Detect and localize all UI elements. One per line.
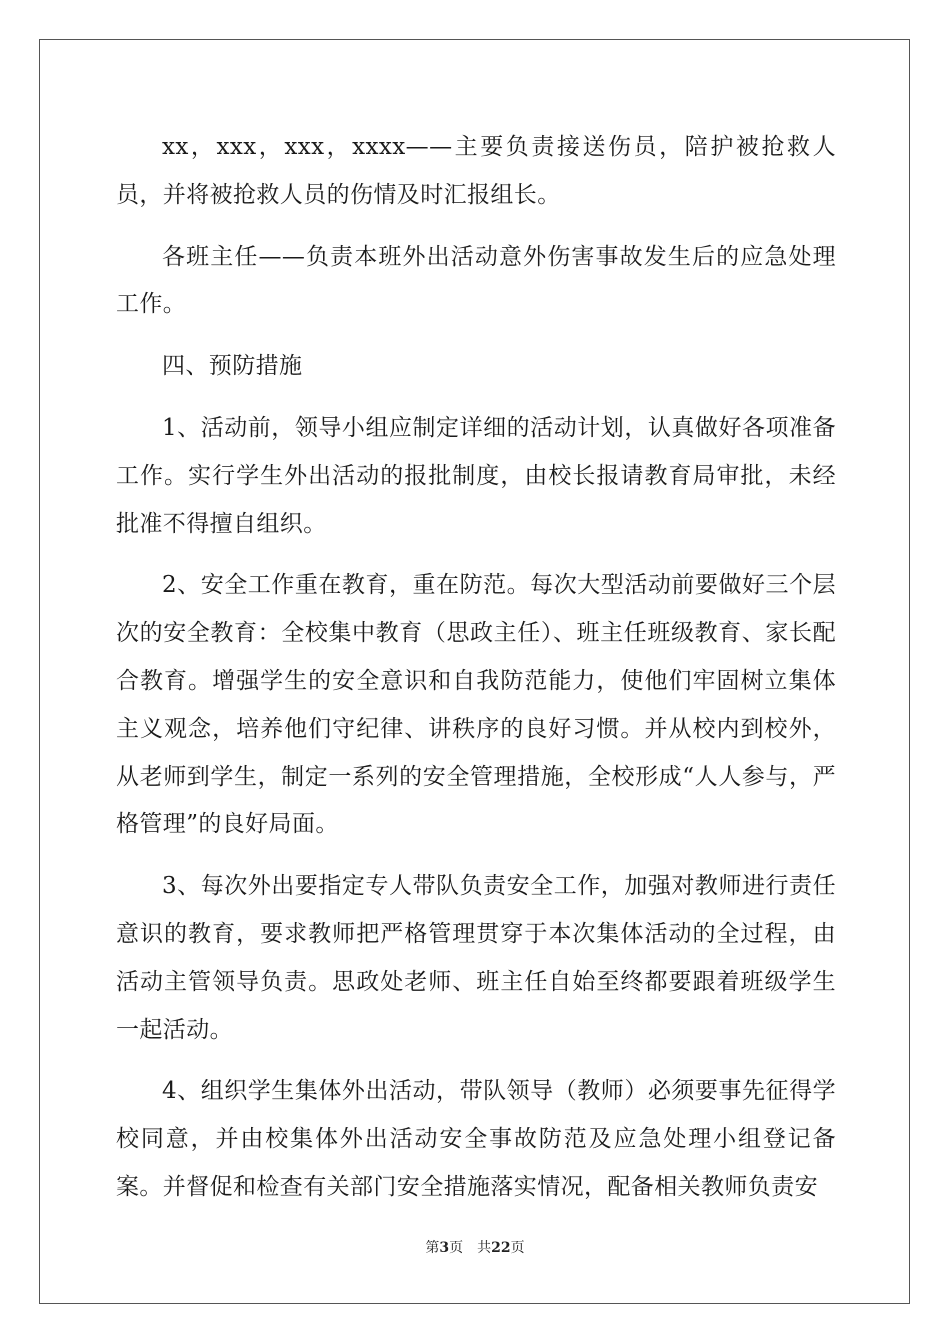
paragraph-measure-3: 3、每次外出要指定专人带队负责安全工作，加强对教师进行责任意识的教育，要求教师把严格管理贯穿于本次集体活动的全过程，由活动主管领导负责。思政处老师、班主任自始至终都要跟着班级学生一起活动。 bbox=[116, 873, 836, 1043]
total-prefix: 共 bbox=[477, 1240, 492, 1256]
page-prefix: 第 bbox=[425, 1240, 440, 1256]
total-suffix: 页 bbox=[510, 1240, 525, 1256]
paragraph-measure-2: 2、安全工作重在教育，重在防范。每次大型活动前要做好三个层次的安全教育：全校集中教育（思政主任）、班主任班级教育、家长配合教育。增强学生的安全意识和自我防范能力，使他们牢固树立集体主义观念，培养他们守纪律、讲秩序的良好习惯。并从校内到校外，从老师到学生，制定一系列的安全管理措施，全校形成“人人参与，严格管理”的良好局面。 bbox=[116, 572, 836, 838]
paragraph-rescue-staff: xx，xxx，xxx，xxxx——主要负责接送伤员，陪护被抢救人员，并将被抢救人员的伤情及时汇报组长。 bbox=[116, 134, 836, 208]
section-heading-prevention: 四、预防措施 bbox=[162, 353, 303, 380]
paragraph-measure-4: 4、组织学生集体外出活动，带队领导（教师）必须要事先征得学校同意，并由校集体外出活动安全事故防范及应急处理小组登记备案。并督促和检查有关部门安全措施落实情况，配备相关教师负责安 bbox=[116, 1078, 836, 1200]
total-page-count: 22 bbox=[491, 1240, 511, 1256]
page-footer bbox=[0, 1237, 950, 1257]
document-body bbox=[116, 124, 836, 1212]
paragraph-measure-1: 1、活动前，领导小组应制定详细的活动计划，认真做好各项准备工作。实行学生外出活动的报批制度，由校长报请教育局审批，未经批准不得擅自组织。 bbox=[116, 414, 836, 537]
current-page-number: 3 bbox=[439, 1240, 450, 1256]
paragraph-class-teachers: 各班主任——负责本班外出活动意外伤害事故发生后的应急处理工作。 bbox=[116, 243, 836, 318]
page-suffix: 页 bbox=[449, 1240, 464, 1256]
